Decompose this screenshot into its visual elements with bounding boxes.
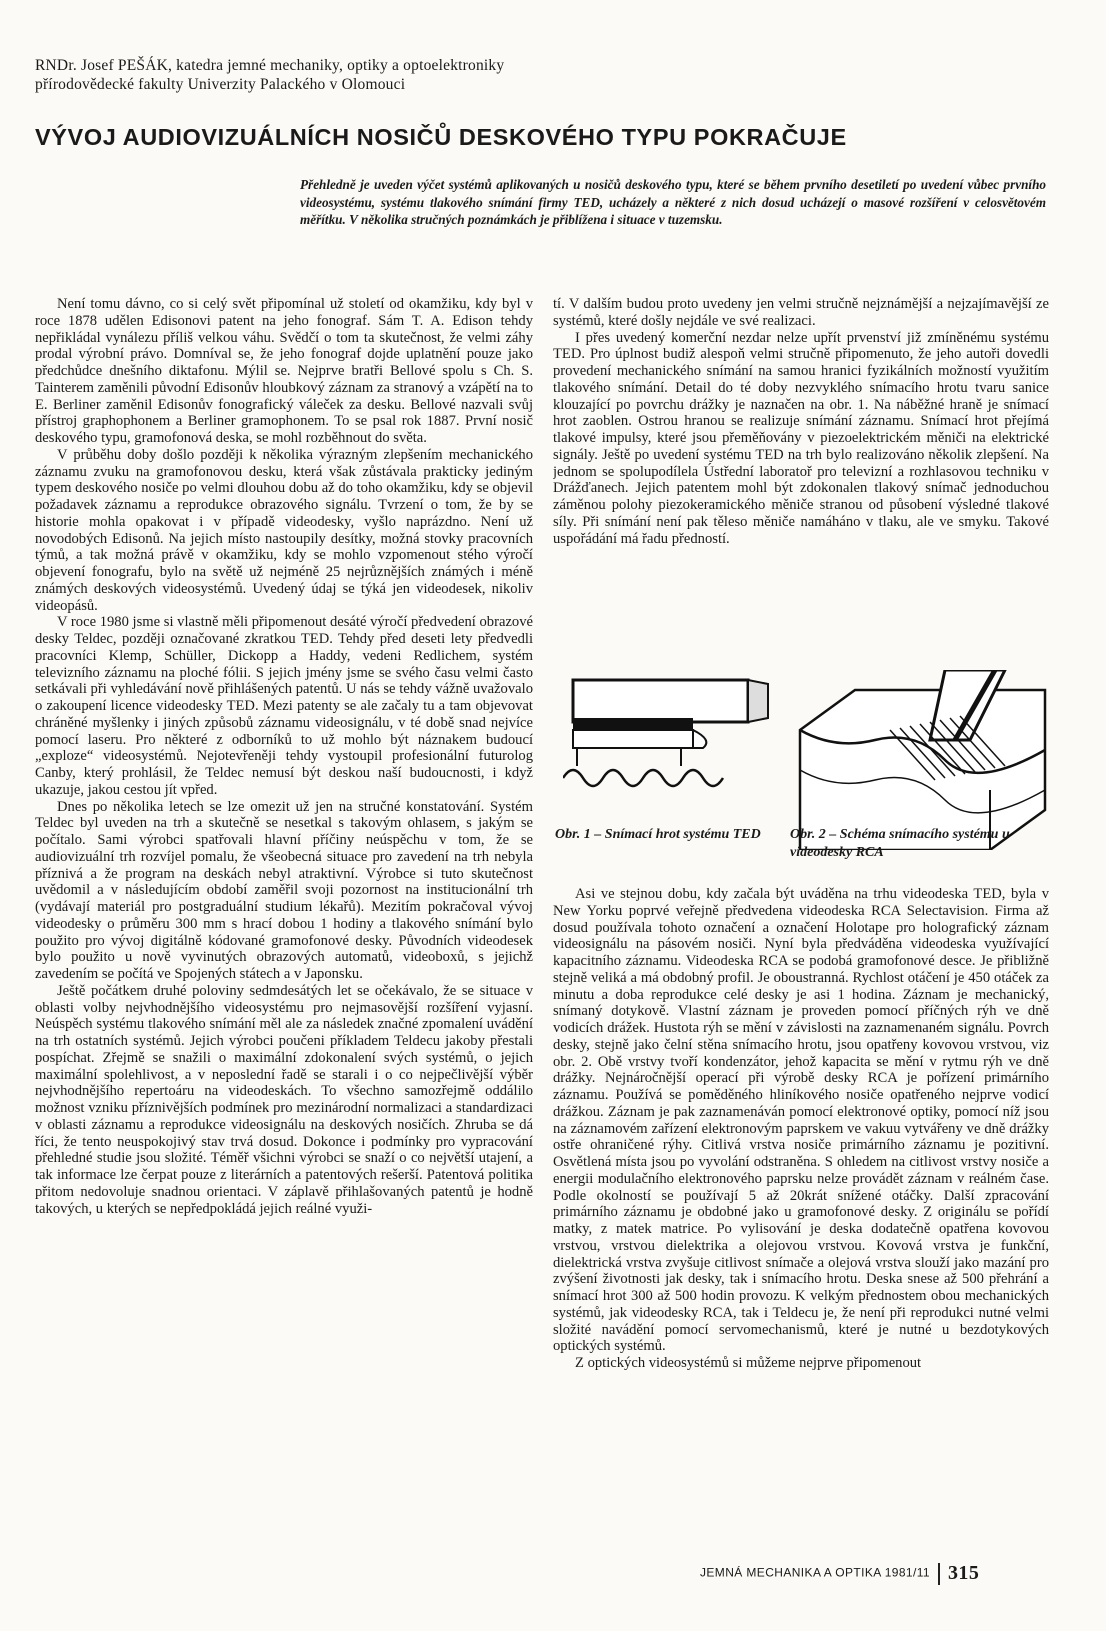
paragraph: Dnes po několika letech se lze omezit už jen na stručné konstatování. Systém Teldec byl uveden na trh a skutečně se nesetkal s takovým ohlasem, s jakým se počítalo. Sami výrobci spatřovali hlavní příčiny neúspěchu v tom, že se audiovizuální trh rozvíjel pomalu, že všeobecná situace pro zavedení na trh nebyla příznivá a že program na deskách nebyl atraktivní. Výrobce si tuto skutečnost uvědomil a v následujícím období zaměřil svoji pozornost na institucionální trh (vydávají materiál pro postgraduální studium lékařů). Mezitím pokračoval vývoj videodesky o průměru 300 mm s hrací dobou 1 hodiny a tlakového snímání bylo použito pro vývoj digitálně kódované gramofonové desky. Původních videodesek bylo použito u nově vyvinutých obrazových automatů, videoboxů, s jejichž zavedením se počítá ve Spojených státech a v Japonsku.	[35, 798, 533, 982]
paragraph: V průběhu doby došlo později k několika výrazným zlepšením mechanického záznamu zvuku na gramofonovou desku, která však zůstávala prakticky jediným typem deskového nosiče po velmi dlouhou dobu až do toho okamžiku, kdy se objevil požadavek záznamu a reprodukce obrazového signálu. Tvrzení o tom, že by se historie mohla opakovat i v případě videodesky, vyšlo naprázdno. Není už novodobých Edisonů. Na jejich místo nastoupily desítky, možná stovky pracovních týmů, a tak možná právě v okamžiku, kdy se mohlo vzpomenout stého výročí objevení fonografu, bylo na světě už nejméně 25 nejrůznějších známých i méně známých deskových videosystémů. Uvedený údaj se týká jen videodesek, nikoliv videopásů.	[35, 446, 533, 614]
left-column	[35, 296, 533, 1571]
right-column-bottom	[553, 886, 1049, 1576]
footer-divider	[938, 1563, 940, 1585]
figure-1-ted-stylus	[563, 670, 791, 850]
paragraph: I přes uvedený komerční nezdar nelze upřít prvenství již zmíněnému systému TED. Pro úplnost budiž alespoň velmi stručně připomenuto, že jeho autoři dovedli provedení mechanického snímání na samou hranici fyzikálních možností využitím tlakového snímání. Detail do té doby nezvyklého snímacího hrotu tvaru sanice klouzající po povrchu drážky je naznačen na obr. 1. Na náběžné hraně je snímací hrot zaoblen. Ostrou hranou se realizuje snímání záznamu. Snímací hrot přejímá tlakové impulsy, které jsou přeměňovány v piezoelektrickém měniči na elektrické signály. Ještě po uvedení systému TED na trh bylo realizováno několik zlepšení. Na jednom se spolupodílela Ústřední laboratoř pro televizní a rozhlasovou techniku v Drážďanech. Jejich patentem mohl být zdokonalen tlakový snímač jednoduchou záměnou polohy piezokeramického měniče stranou od působení výsledné tlakové síly. Při snímání není pak těleso měniče namáháno v tlaku, ale ve smyku. Takové uspořádání má řadu předností.	[553, 329, 1049, 547]
journal-name: JEMNÁ MECHANIKA A OPTIKA 1981/11	[700, 1565, 931, 1580]
paragraph: Z optických videosystémů si můžeme nejprve připomenout	[575, 1355, 922, 1371]
right-column-top	[553, 296, 1049, 636]
paragraph: V roce 1980 jsme si vlastně měli připomenout desáté výročí předvedení obrazové desky Teldec, později označované zkratkou TED. Tehdy před deseti lety předvedli pracovníci Klemp, Schüller, Dickopp a Haddy, vedeni Redlichem, systém televizního záznamu na ploché fólii. S jejich jmény jsme se svého času velmi často setkávali při vyhledávání nově přihlášených patentů. U nás se tehdy vážně uvažovalo o zakoupení licence videodesky TED. Mezi patenty se ale začaly tu a tam objevovat chráněné myšlenky i jiných způsobů záznamu videosignálu, v té době snad nejvíce pomocí laseru. Pro některé z odborníků to už mohlo být náznakem budoucí „exploze“ videosystémů. Nejotevřeněji tehdy vystoupil profesionální futurolog Canby, který prohlásil, že Teldec nemusí být deskou naší budoucnosti, i když ukazuje, jakou cestou jít vpřed.	[35, 614, 533, 798]
paragraph: Ještě počátkem druhé poloviny sedmdesátých let se očekávalo, že se situace v oblasti volby nejvhodnějšího videosystému pro nejmasovější rozšíření vyjasní. Neúspěch systému tlakového snímání měl ale za následek značné zpomalení uvádění na trh ostatních systémů. Jejich výrobci poučeni příkladem Teldecu jakoby přestali pospíchat. Zřejmě se snažili o maximální zdokonalení svých systémů, o jejich maximální spolehlivost, a v neposlední řadě se starali i o co nejpečlivější výběr nejvhodnějšího repertoáru na videodeskách. To všechno samozřejmě oddálilo možnost vzniku příznivějších podmínek pro mezinárodní normalizaci a standardizaci v oblasti záznamu a reprodukce videosignálu na deskových nosičích. Zhruba se dá říci, že tento neuspokojivý stav trvá dosud. Dokonce i podmínky pro vypracování přehledné studie jsou složité. Téměř všichni výrobci se snaží o co největší utajení, a tak informace lze čerpat pouze z literárních a patentových rešerší. Patentová politika přitom nedovoluje snadnou orientaci. V záplavě přihlašovaných patentů je hodně takových, u kterých se nepředpokládá jejich reálné využi-	[35, 982, 533, 1217]
figure-2-caption: Obr. 2 – Schéma snímacího systému u videodesky RCA	[790, 827, 1010, 860]
author-line-2: přírodovědecké fakulty Univerzity Palackého v Olomouci	[35, 76, 406, 93]
figure-1-caption: Obr. 1 – Snímací hrot systému TED	[555, 827, 761, 842]
page-number: 315	[948, 1562, 980, 1584]
paragraph: tí. V dalším budou proto uvedeny jen velmi stručně nejznámější a nejzajímavější ze systémů, které došly nejdále ve své realizaci.	[553, 296, 1049, 329]
author-line-1: RNDr. Josef PEŠÁK, katedra jemné mechaniky, optiky a optoelektroniky	[35, 57, 505, 74]
article-abstract: Přehledně je uveden výčet systémů aplikovaných u nosičů deskového typu, které se během prvního desetiletí po uvedení vůbec prvního videosystému, systému tlakového snímání firmy TED, ucházely a některé z nich dosud ucházejí o masové rozšíření v celosvětovém měřítku. V několika stručných poznámkách je přiblížena i situace v tuzemsku.	[300, 177, 1046, 227]
paragraph: Asi ve stejnou dobu, kdy začala být uváděna na trhu videodeska TED, byla v New Yorku poprvé veřejně předvedena videodeska RCA Selectavision. Firma až dosud používala tohoto označení a označení Holotape pro holografický záznam videosignálu na pásovém nosiči. Nyní byla předváděna videodeska využívající kapacitního záznamu. Videodeska RCA se podobá gramofonové desce. Je přibližně stejně veliká a má obdobný profil. Je oboustranná. Rychlost otáčení je 450 otáček za minutu a doba reprodukce celé desky je asi 1 hodina. Záznam je mechanický, snímaný dotykově. Vlastní záznam je proveden pomocí příčných rýh ve dně vodicích drážek. Hustota rýh se mění v závislosti na zaznamenaném signálu. Povrch desky, stejně jako čelní stěna snímacího hrotu, jsou opatřeny kovovou vrstvou, viz obr. 2. Obě vrstvy tvoří kondenzátor, jehož kapacita se mění v rytmu rýh ve dně drážky. Nejnáročnější operací při výrobě desky RCA je pořízení primárního záznamu. Používá se poměděného hliníkového nosiče opatřeného nejprve vodicí drážkou. Záznam je pak zaznamenáván pomocí elektronové optiky, pomocí níž jsou na záznamovém zařízení elektronovým paprskem ve vakuu vytvářeny ve dně drážky ostře ohraničené rýhy. Citlivá vrstva nosiče primárního záznamu je pozitivní. Osvětlená místa jsou po vyvolání odstraněna. S ohledem na citlivost vrstvy nosiče a energii modulačního elektronového paprsku nelze provádět záznam v reálném čase. Podle okolností se používají 5 až 20krát snížené otáčky. Další zpracování primárního záznamu je obdobné jako u gramofonové desky. Z originálu se pořídí matky, z matek matrice. Po vylisování je deska dodatečně opatřena kovovou vrstvou, vrstvou dielektrika a olejovou vrstvou. Kovová vrstva je funkční, dielektrická vrstva zvyšuje citlivost snímače a olejová vrstva slouží jako mazání pro zvýšení životnosti jak desky, tak i snímacího hrotu. Deska snese až 500 přehrání a snímací hrot 300 až 500 hodin provozu. K velkým přednostem obou mechanických systémů, jak videodesky RCA, tak i Teldecu je, že není při reprodukci nutné velmi složité navádění pomocí servomechanismů, které je nutné u bezdotykových optických systémů.	[553, 886, 1049, 1355]
author-affiliation	[35, 56, 755, 94]
paragraph: Není tomu dávno, co si celý svět připomínal už století od okamžiku, kdy byl v roce 1878 udělen Edisonovi patent na jeho fonograf. Sám T. A. Edison tehdy nepřikládal vynálezu příliš velkou váhu. Svědčí o tom ta skutečnost, že velmi záhy prodal výrobní právo. Domníval se, že jeho fonograf dojde uplatnění pouze jako předchůdce dnešního diktafonu. Mýlil se. Nejprve bratři Bellové spolu s Ch. S. Tainterem zaměnili původní Edisonův hloubkový záznam za stranový a vzápětí na to E. Berliner zaměnil Edisonův fonografický váleček za desku. Bellové nazvali svůj přístroj graphophonem a Berliner gramophonem. To se psal rok 1887. První nosič deskového typu, gramofonová deska, se mohl rozběhnout do světa.	[35, 296, 533, 446]
page-footer	[700, 1562, 1070, 1585]
figure-2-rca-pickup	[795, 670, 1053, 850]
article-title: VÝVOJ AUDIOVIZUÁLNÍCH NOSIČŮ DESKOVÉHO TYPU POKRAČUJE	[35, 124, 847, 150]
